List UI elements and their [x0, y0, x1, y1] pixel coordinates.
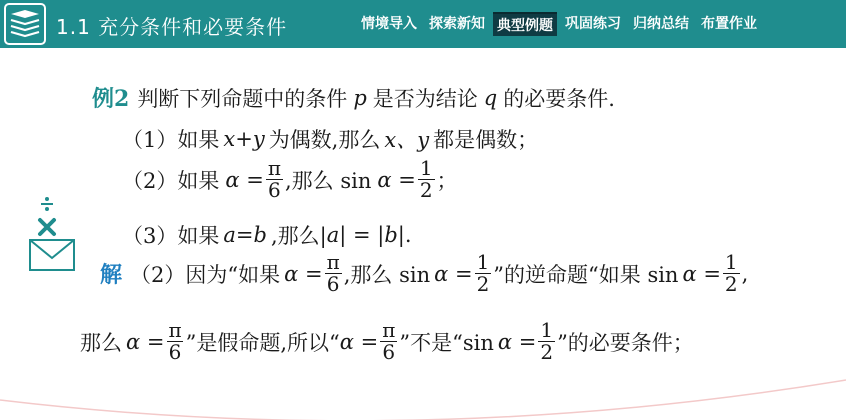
item-3-end: |. — [397, 223, 412, 247]
fraction-numerator: π — [326, 250, 340, 274]
fraction-numerator: 1 — [724, 250, 738, 274]
fraction-1-over-2 — [475, 252, 492, 295]
fraction-denominator: 6 — [326, 272, 340, 296]
item-1 — [122, 124, 538, 154]
var-q: q — [483, 85, 498, 110]
example-text-b: 是否为结论 — [372, 86, 478, 111]
fraction-1-over-2 — [418, 158, 435, 201]
book-stack-icon — [4, 3, 46, 45]
item-1-expr: x+y — [223, 127, 265, 151]
item-1-text-c: 都是偶数； — [433, 128, 539, 152]
solution-text-a: （2）因为“如果 — [130, 262, 281, 287]
fraction-denominator: 2 — [419, 178, 433, 202]
fraction-numerator: π — [267, 156, 281, 180]
decorative-curve — [0, 340, 846, 420]
fraction-numerator: π — [168, 318, 182, 342]
fraction-denominator: 6 — [268, 178, 281, 202]
fraction-denominator: 2 — [724, 272, 738, 296]
fraction-1-over-2 — [723, 252, 740, 295]
item-2-alpha-eq2: α = — [377, 167, 416, 192]
tab-consolidate-practice[interactable]: 巩固练习 — [565, 16, 621, 32]
example-text-c: 的必要条件. — [503, 86, 615, 111]
fraction-numerator: 1 — [419, 156, 433, 180]
item-2-number: （2） — [122, 168, 178, 193]
item-3 — [122, 220, 412, 250]
solution-alpha-eq4: α = — [126, 329, 165, 354]
fraction-pi-over-6 — [325, 252, 342, 295]
item-3-expr: a=b — [223, 223, 267, 247]
tab-summary[interactable]: 归纳总结 — [633, 16, 689, 32]
item-1-text-a: 如果 — [177, 128, 220, 152]
fraction-denominator: 6 — [382, 340, 396, 364]
item-2-end: ； — [436, 168, 458, 193]
solution-alpha-eq5: α = — [339, 329, 379, 354]
fraction-numerator: 1 — [476, 250, 490, 274]
solution-alpha-eq3: α = — [682, 261, 721, 286]
nav-tabs — [357, 12, 765, 36]
var-p: p — [353, 85, 367, 110]
solution-line-1 — [100, 252, 748, 295]
example-text-a: 判断下列命题中的条件 — [137, 86, 348, 111]
item-3-mid: | = | — [339, 223, 385, 247]
fraction-denominator: 2 — [540, 340, 554, 364]
item-3-var-b: b — [384, 223, 398, 247]
solution-text-d: , — [741, 261, 749, 286]
item-1-number: （1） — [122, 128, 178, 152]
solution-tag: 解 — [100, 262, 123, 288]
solution-line2-d: ”的必要条件； — [557, 330, 694, 355]
top-bar — [0, 0, 846, 48]
example-tag: 例2 — [92, 86, 130, 112]
fraction-denominator: 6 — [168, 340, 182, 364]
item-3-number: （3） — [122, 224, 178, 248]
solution-alpha-eq2: α = — [434, 261, 473, 286]
tab-homework[interactable]: 布置作业 — [701, 16, 757, 32]
item-3-text-b: ,那么| — [270, 224, 327, 248]
solution-text-c: ”的逆命题“如果 sin — [493, 262, 679, 287]
fraction-pi-over-6 — [266, 158, 283, 201]
envelope-math-icon — [28, 196, 76, 274]
fraction-denominator: 2 — [476, 272, 490, 296]
solution-alpha-eq: α = — [284, 261, 323, 286]
item-2-text-b: ,那么 sin — [284, 168, 372, 193]
item-3-var-a: a — [326, 223, 340, 247]
solution-line2-c: ”不是“sin — [399, 330, 494, 355]
solution-alpha-eq6: α = — [497, 329, 537, 354]
solution-line2-a: 那么 — [80, 330, 122, 355]
tab-typical-examples[interactable]: 典型例题 — [493, 12, 557, 36]
solution-line2-b: ”是假命题,所以“ — [185, 330, 340, 355]
item-1-vars: x、y — [384, 128, 430, 152]
item-2-alpha-eq: α = — [225, 167, 264, 192]
example-line — [92, 82, 615, 113]
item-3-text-a: 如果 — [177, 224, 220, 248]
fraction-numerator: π — [382, 318, 396, 342]
item-2 — [122, 158, 458, 201]
solution-text-b: ,那么 sin — [343, 262, 431, 287]
fraction-numerator: 1 — [540, 318, 554, 342]
item-1-text-b: 为偶数,那么 — [268, 128, 381, 152]
section-title: 1.1 充分条件和必要条件 — [56, 15, 288, 39]
item-2-text-a: 如果 — [177, 168, 220, 193]
tab-situation-intro[interactable]: 情境导入 — [361, 16, 417, 32]
tab-explore-new[interactable]: 探索新知 — [429, 16, 485, 32]
